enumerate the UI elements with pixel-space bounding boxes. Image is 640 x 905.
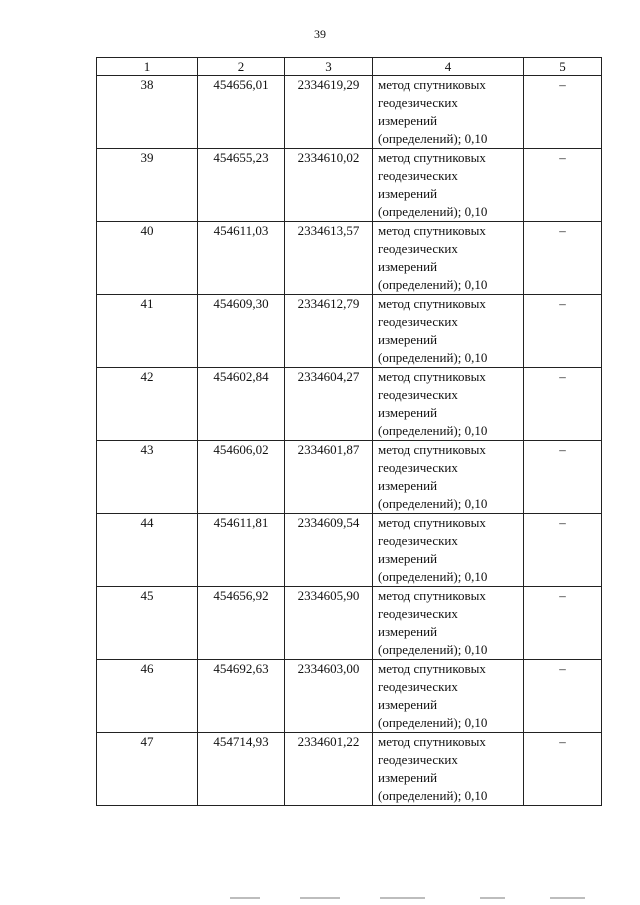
point-number-cell: 41 <box>97 295 198 368</box>
method-cell <box>373 76 524 149</box>
method-cell <box>373 149 524 222</box>
method-line: измерений <box>378 405 438 420</box>
x-coordinate-cell: 454611,81 <box>198 514 285 587</box>
point-number-cell: 39 <box>97 149 198 222</box>
method-line: (определений); 0,10 <box>378 423 488 438</box>
point-number-cell: 43 <box>97 441 198 514</box>
dash-mark: – <box>559 734 566 749</box>
method-line: метод спутниковых <box>378 223 486 238</box>
dash-cell <box>524 733 602 806</box>
method-cell <box>373 441 524 514</box>
y-coordinate-cell: 2334613,57 <box>285 222 373 295</box>
dash-cell <box>524 441 602 514</box>
y-coordinate-cell: 2334612,79 <box>285 295 373 368</box>
y-coordinate-cell: 2334610,02 <box>285 149 373 222</box>
method-line: измерений <box>378 259 438 274</box>
method-line: измерений <box>378 332 438 347</box>
y-coordinate-cell: 2334609,54 <box>285 514 373 587</box>
method-cell <box>373 733 524 806</box>
y-coordinate-cell: 2334604,27 <box>285 368 373 441</box>
dash-cell <box>524 587 602 660</box>
y-coordinate-cell: 2334601,22 <box>285 733 373 806</box>
header-col-1: 1 <box>97 58 198 76</box>
method-line: метод спутниковых <box>378 296 486 311</box>
method-line: геодезических <box>378 95 458 110</box>
dash-cell <box>524 76 602 149</box>
table-row <box>97 441 602 514</box>
point-number-cell: 45 <box>97 587 198 660</box>
dash-cell <box>524 295 602 368</box>
header-col-4: 4 <box>373 58 524 76</box>
x-coordinate-cell: 454609,30 <box>198 295 285 368</box>
x-coordinate-cell: 454611,03 <box>198 222 285 295</box>
y-coordinate-cell: 2334605,90 <box>285 587 373 660</box>
header-col-5: 5 <box>524 58 602 76</box>
method-line: геодезических <box>378 387 458 402</box>
dash-mark: – <box>559 442 566 457</box>
y-coordinate-cell: 2334619,29 <box>285 76 373 149</box>
method-line: геодезических <box>378 168 458 183</box>
method-line: (определений); 0,10 <box>378 642 488 657</box>
dash-mark: – <box>559 369 566 384</box>
dash-mark: – <box>559 661 566 676</box>
method-line: (определений); 0,10 <box>378 277 488 292</box>
point-number-cell: 46 <box>97 660 198 733</box>
method-line: метод спутниковых <box>378 442 486 457</box>
method-cell <box>373 514 524 587</box>
x-coordinate-cell: 454692,63 <box>198 660 285 733</box>
method-line: геодезических <box>378 752 458 767</box>
table-row <box>97 149 602 222</box>
method-line: (определений); 0,10 <box>378 131 488 146</box>
method-cell <box>373 660 524 733</box>
table-row <box>97 222 602 295</box>
table-row <box>97 368 602 441</box>
method-cell <box>373 587 524 660</box>
dash-mark: – <box>559 223 566 238</box>
method-line: геодезических <box>378 606 458 621</box>
method-cell <box>373 222 524 295</box>
coordinates-table <box>96 57 602 806</box>
method-line: геодезических <box>378 533 458 548</box>
dash-cell <box>524 149 602 222</box>
table-row <box>97 733 602 806</box>
method-line: измерений <box>378 697 438 712</box>
method-line: метод спутниковых <box>378 515 486 530</box>
method-line: измерений <box>378 113 438 128</box>
method-line: метод спутниковых <box>378 661 486 676</box>
x-coordinate-cell: 454606,02 <box>198 441 285 514</box>
header-col-2: 2 <box>198 58 285 76</box>
method-line: (определений); 0,10 <box>378 496 488 511</box>
dash-mark: – <box>559 515 566 530</box>
page-number: 39 <box>314 27 326 41</box>
method-line: (определений); 0,10 <box>378 204 488 219</box>
dash-mark: – <box>559 296 566 311</box>
table-row <box>97 514 602 587</box>
method-line: измерений <box>378 551 438 566</box>
method-line: (определений); 0,10 <box>378 350 488 365</box>
point-number-cell: 44 <box>97 514 198 587</box>
table-row <box>97 660 602 733</box>
method-line: измерений <box>378 624 438 639</box>
point-number-cell: 47 <box>97 733 198 806</box>
table-row <box>97 587 602 660</box>
x-coordinate-cell: 454656,92 <box>198 587 285 660</box>
method-line: метод спутниковых <box>378 150 486 165</box>
method-line: геодезических <box>378 314 458 329</box>
method-line: геодезических <box>378 241 458 256</box>
method-line: геодезических <box>378 460 458 475</box>
scan-artifact <box>230 896 610 900</box>
method-line: (определений); 0,10 <box>378 788 488 803</box>
dash-cell <box>524 222 602 295</box>
x-coordinate-cell: 454655,23 <box>198 149 285 222</box>
dash-mark: – <box>559 588 566 603</box>
table-row <box>97 295 602 368</box>
x-coordinate-cell: 454656,01 <box>198 76 285 149</box>
method-line: метод спутниковых <box>378 588 486 603</box>
dash-cell <box>524 368 602 441</box>
point-number-cell: 40 <box>97 222 198 295</box>
dash-mark: – <box>559 150 566 165</box>
method-cell <box>373 368 524 441</box>
x-coordinate-cell: 454602,84 <box>198 368 285 441</box>
y-coordinate-cell: 2334603,00 <box>285 660 373 733</box>
dash-cell <box>524 660 602 733</box>
method-line: метод спутниковых <box>378 369 486 384</box>
method-line: измерений <box>378 478 438 493</box>
table-row <box>97 76 602 149</box>
dash-mark: – <box>559 77 566 92</box>
method-line: (определений); 0,10 <box>378 715 488 730</box>
point-number-cell: 38 <box>97 76 198 149</box>
table-header-row <box>97 58 602 76</box>
method-line: метод спутниковых <box>378 77 486 92</box>
method-cell <box>373 295 524 368</box>
method-line: измерений <box>378 186 438 201</box>
dash-cell <box>524 514 602 587</box>
method-line: измерений <box>378 770 438 785</box>
table-body <box>97 76 602 806</box>
point-number-cell: 42 <box>97 368 198 441</box>
header-col-3: 3 <box>285 58 373 76</box>
method-line: геодезических <box>378 679 458 694</box>
method-line: (определений); 0,10 <box>378 569 488 584</box>
x-coordinate-cell: 454714,93 <box>198 733 285 806</box>
y-coordinate-cell: 2334601,87 <box>285 441 373 514</box>
method-line: метод спутниковых <box>378 734 486 749</box>
